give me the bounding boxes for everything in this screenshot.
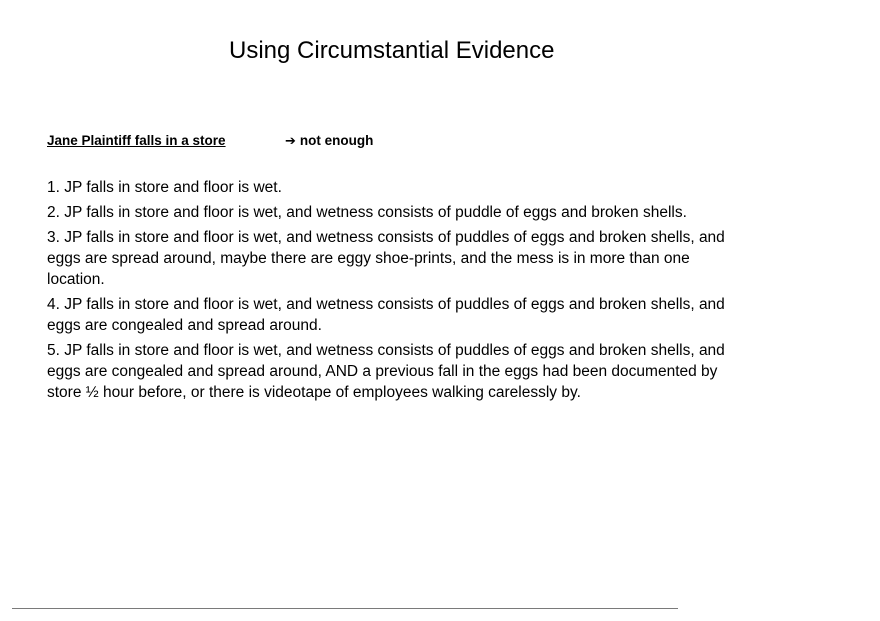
page-title: Using Circumstantial Evidence [229,37,555,64]
list-item: 2. JP falls in store and floor is wet, and wetness consists of puddle of eggs and broken shells. [47,204,687,221]
right-arrow-icon: ➔ [285,134,296,149]
list-item: 4. JP falls in store and floor is wet, and wetness consists of puddles of eggs and broken shells, and eggs are congealed and spread around. [47,296,725,334]
list-item: 5. JP falls in store and floor is wet, and wetness consists of puddles of eggs and broken shells, and eggs are congealed and spread around, AND a previous fall in the eggs had been documented by store ½ hour before, or there is videotape of employees walking carelessly by. [47,342,725,401]
footer-divider [12,608,678,609]
list-item: 1. JP falls in store and floor is wet. [47,179,282,196]
scenario-label [47,132,226,150]
scenario-result-text: not enough [299,133,374,148]
list-item: 3. JP falls in store and floor is wet, and wetness consists of puddles of eggs and broken shells, and eggs are spread around, maybe there are eggy shoe-prints, and the mess is in more than one location. [47,229,725,288]
scenario-result [285,132,373,151]
scenario-label-text: Jane Plaintiff falls in a store [47,133,226,148]
evidence-list [47,177,747,407]
